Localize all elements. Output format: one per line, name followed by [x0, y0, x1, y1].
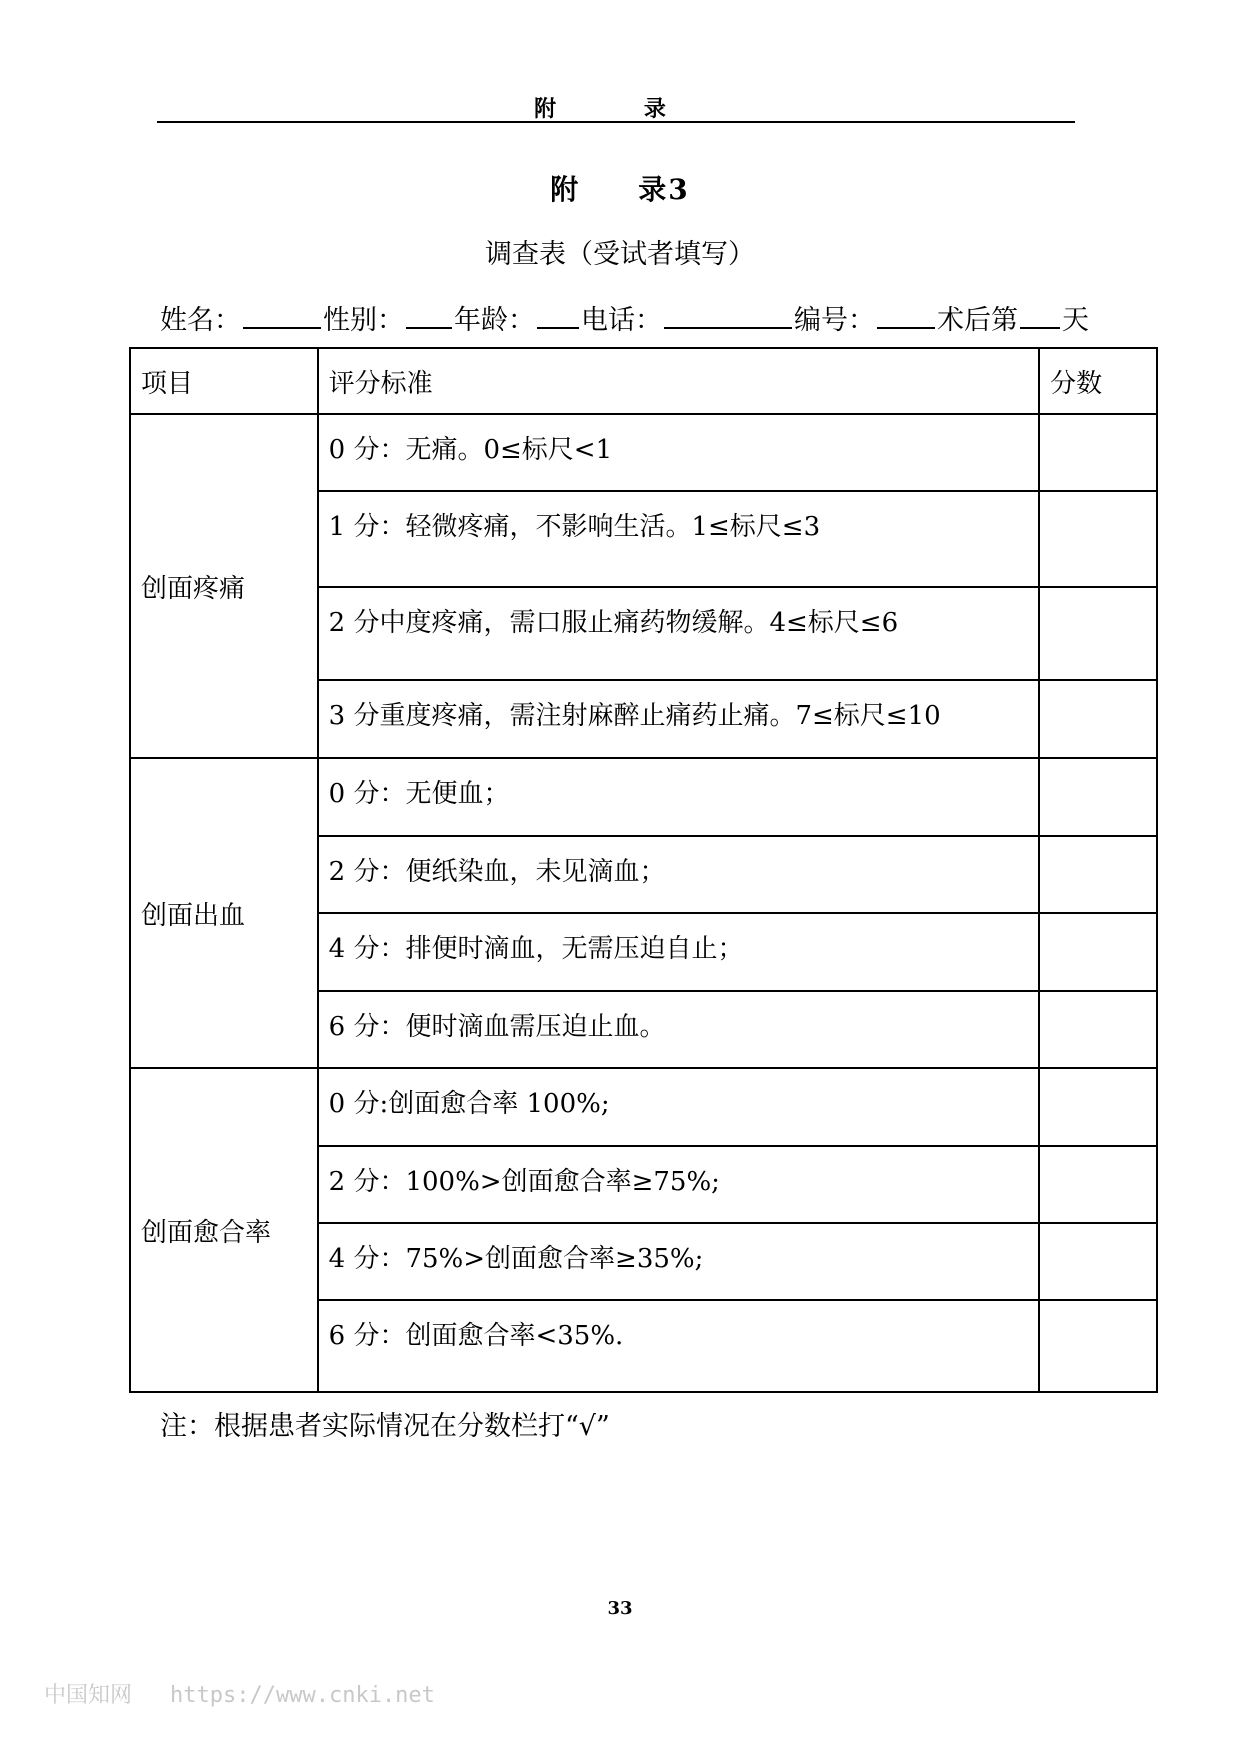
appendix-title — [0, 168, 1240, 208]
age-label: 年龄： — [454, 305, 535, 336]
score-cell[interactable] — [1039, 491, 1157, 587]
cnki-watermark — [44, 1678, 435, 1709]
header-item: 项目 — [130, 348, 318, 414]
score-cell[interactable] — [1039, 1223, 1157, 1300]
appendix-title-word: 附 — [550, 173, 581, 206]
header-criteria: 评分标准 — [318, 348, 1040, 414]
table-row — [130, 1068, 1157, 1146]
item-wound-pain: 创面疼痛 — [130, 414, 318, 758]
name-blank[interactable] — [243, 301, 321, 329]
form-title: 调查表（受试者填写） — [485, 239, 755, 270]
criterion-cell: 0 分：无痛。0≤标尺<1 — [318, 414, 1040, 491]
gender-blank[interactable] — [406, 301, 452, 329]
footnote: 注：根据患者实际情况在分数栏打“√” — [160, 1411, 610, 1442]
name-label: 姓名： — [160, 305, 241, 336]
running-head: 附 录 — [534, 96, 706, 122]
header-score: 分数 — [1039, 348, 1157, 414]
score-cell[interactable] — [1039, 913, 1157, 991]
criterion-cell: 2 分：100%>创面愈合率≥75%; — [318, 1146, 1040, 1223]
watermark-url: https://www.cnki.net — [170, 1683, 435, 1708]
postop-prefix: 术后第 — [937, 305, 1018, 336]
criterion-cell: 0 分:创面愈合率 100%; — [318, 1068, 1040, 1146]
score-cell[interactable] — [1039, 991, 1157, 1068]
score-cell[interactable] — [1039, 1300, 1157, 1392]
item-wound-healing-rate: 创面愈合率 — [130, 1068, 318, 1392]
score-cell[interactable] — [1039, 758, 1157, 836]
score-cell[interactable] — [1039, 1068, 1157, 1146]
header-rule — [157, 121, 1075, 123]
score-cell[interactable] — [1039, 414, 1157, 491]
score-cell[interactable] — [1039, 680, 1157, 758]
phone-blank[interactable] — [664, 301, 792, 329]
phone-label: 电话： — [581, 305, 662, 336]
item-wound-bleeding: 创面出血 — [130, 758, 318, 1068]
survey-table — [129, 347, 1158, 1393]
criterion-cell: 2 分中度疼痛，需口服止痛药物缓解。4≤标尺≤6 — [318, 587, 1040, 680]
appendix-title-number: 录3 — [638, 173, 690, 206]
criterion-cell: 4 分：排便时滴血，无需压迫自止； — [318, 913, 1040, 991]
watermark-logo: 中国知网 — [44, 1683, 133, 1708]
score-cell[interactable] — [1039, 836, 1157, 913]
page-number: 33 — [607, 1598, 633, 1619]
criterion-cell: 0 分：无便血； — [318, 758, 1040, 836]
criterion-cell: 1 分：轻微疼痛，不影响生活。1≤标尺≤3 — [318, 491, 1040, 587]
id-label: 编号： — [794, 305, 875, 336]
criterion-cell: 3 分重度疼痛，需注射麻醉止痛药止痛。7≤标尺≤10 — [318, 680, 1040, 758]
postop-suffix: 天 — [1062, 305, 1089, 336]
respondent-fields — [160, 298, 1089, 337]
age-blank[interactable] — [537, 301, 579, 329]
table-row — [130, 414, 1157, 491]
score-cell[interactable] — [1039, 587, 1157, 680]
postop-day-blank[interactable] — [1020, 301, 1060, 329]
gender-label: 性别： — [323, 305, 404, 336]
id-blank[interactable] — [877, 301, 935, 329]
criterion-cell: 6 分：便时滴血需压迫止血。 — [318, 991, 1040, 1068]
criterion-cell: 4 分：75%>创面愈合率≥35%; — [318, 1223, 1040, 1300]
criterion-cell: 6 分：创面愈合率<35%. — [318, 1300, 1040, 1392]
table-row — [130, 758, 1157, 836]
table-header-row — [130, 348, 1157, 414]
score-cell[interactable] — [1039, 1146, 1157, 1223]
criterion-cell: 2 分：便纸染血，未见滴血； — [318, 836, 1040, 913]
